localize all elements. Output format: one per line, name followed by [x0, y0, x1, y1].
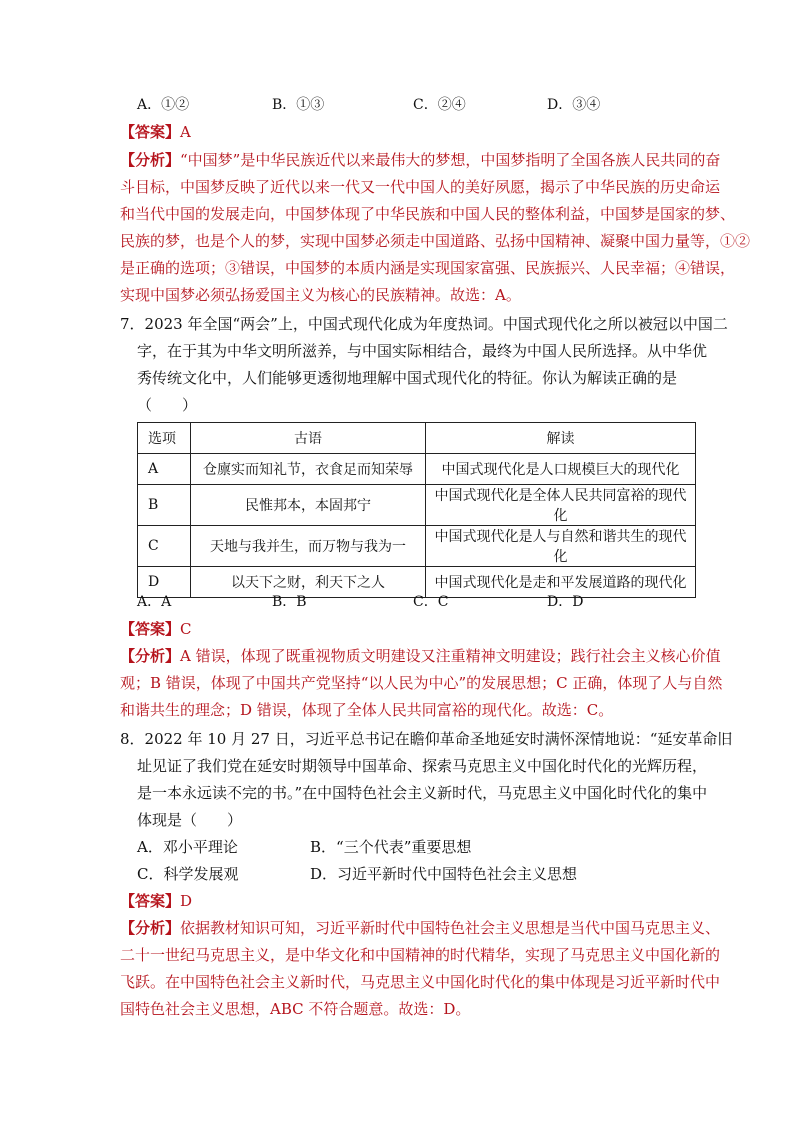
q8-answer-value: D: [180, 892, 193, 910]
q8-answer-label: 【答案】: [120, 892, 181, 910]
q6-analysis-line-6: 实现中国梦必须弘扬爱国主义为核心的民族精神。故选：A。: [120, 286, 521, 304]
q7-header-option: 选项: [138, 423, 191, 454]
q7-stem-line-4: （ ）: [137, 396, 198, 414]
q7-analysis-line-2: 观；B 错误，体现了中国共产党坚持“以人民为中心”的发展思想；C 正确，体现了人与自然: [120, 674, 723, 692]
q8-option-d: D．习近平新时代中国特色社会主义思想: [310, 865, 578, 883]
q8-analysis-line-4: 国特色社会主义思想，ABC 不符合题意。故选：D。: [120, 1000, 471, 1018]
q6-analysis-line-5: 是正确的选项；③错误，中国梦的本质内涵是实现国家富强、民族振兴、人民幸福；④错误，: [120, 259, 736, 277]
q8-stem-line-3: 是一本永远读不完的书。”在中国特色社会主义新时代，马克思主义中国化时代化的集中: [137, 784, 708, 802]
q6-answer: [120, 122, 191, 142]
table-row: B 民惟邦本，本固邦宁 中国式现代化是全体人民共同富裕的现代化: [138, 485, 696, 526]
q7-option-c: C．C: [413, 594, 449, 610]
q7-stem-line-1: 7．2023 年全国“两会”上，中国式现代化成为年度热词。中国式现代化之所以被冠以中国二: [120, 315, 728, 333]
q6-option-b: B．①③: [272, 97, 325, 113]
q6-analysis-line-4: 民族的梦，也是个人的梦，实现中国梦必须走中国道路、弘扬中国精神、凝聚中国力量等，①②: [120, 232, 751, 250]
q7-analysis-label: 【分析】: [120, 647, 181, 665]
q8-analysis-label: 【分析】: [120, 919, 181, 937]
q7-stem-line-2: 字，在于其为中华文明所滋养，与中国实际相结合，最终为中国人民所选择。从中华优: [137, 342, 708, 360]
q8-stem-line-4: 体现是（ ）: [137, 811, 243, 829]
q8-analysis-line-3: 飞跃。在中国特色社会主义新时代，马克思主义中国化时代化的集中体现是习近平新时代中: [120, 973, 721, 991]
q7-option-b: B．B: [272, 594, 307, 610]
q7-answer-label: 【答案】: [120, 620, 181, 638]
q6-analysis-line-2: 斗目标，中国梦反映了近代以来一代又一代中国人的美好夙愿，揭示了中华民族的历史命运: [120, 178, 721, 196]
q8-stem-line-2: 址见证了我们党在延安时期领导中国革命、探索马克思主义中国化时代化的光辉历程，: [137, 757, 708, 775]
q7-option-d: D．D: [547, 594, 584, 610]
table-row: C 天地与我并生，而万物与我为一 中国式现代化是人与自然和谐共生的现代化: [138, 526, 696, 567]
q6-option-d: D．③④: [547, 97, 601, 113]
q6-analysis-line-1: 【分析】“中国梦”是中华民族近代以来最伟大的梦想，中国梦指明了全国各族人民共同的奋: [120, 151, 721, 169]
q7-analysis-line-3: 和谐共生的理念；D 错误，体现了全体人民共同富裕的现代化。故选：C。: [120, 701, 614, 719]
q6-analysis-line-3: 和当代中国的发展走向，中国梦体现了中华民族和中国人民的整体利益，中国梦是国家的梦、: [120, 205, 736, 223]
table-row: D 以天下之财，利天下之人 中国式现代化是走和平发展道路的现代化: [138, 567, 696, 598]
q7-table-header: [138, 423, 696, 454]
q7-option-a: A．A: [137, 594, 172, 610]
q6-option-a: A．①②: [137, 97, 190, 113]
q7-header-saying: 古语: [191, 423, 426, 454]
q8-stem-line-1: 8．2022 年 10 月 27 日，习近平总书记在瞻仰革命圣地延安时满怀深情地说：“延安革命旧: [120, 730, 733, 748]
q7-header-interpretation: 解读: [426, 423, 696, 454]
q7-answer: [120, 619, 192, 639]
q6-answer-value: A: [180, 123, 191, 141]
q8-analysis-line-1: 【分析】依据教材知识可知，习近平新时代中国特色社会主义思想是当代中国马克思主义、: [120, 919, 721, 937]
q8-option-c: C．科学发展观: [137, 865, 239, 883]
q8-option-b: B．“三个代表”重要思想: [310, 838, 472, 856]
q6-analysis-label: 【分析】: [120, 151, 181, 169]
q7-analysis-line-1: 【分析】A 错误，体现了既重视物质文明建设又注重精神文明建设；践行社会主义核心价值: [120, 647, 721, 665]
q6-answer-label: 【答案】: [120, 123, 181, 141]
q7-stem-line-3: 秀传统文化中，人们能够更透彻地理解中国式现代化的特征。你认为解读正确的是: [137, 369, 678, 387]
q8-answer: [120, 891, 192, 911]
q7-answer-value: C: [180, 620, 192, 638]
q7-table: [137, 422, 696, 598]
table-row: A 仓廪实而知礼节，衣食足而知荣辱 中国式现代化是人口规模巨大的现代化: [138, 454, 696, 485]
q8-option-a: A．邓小平理论: [137, 838, 238, 856]
q6-option-c: C．②④: [413, 97, 466, 113]
q8-analysis-line-2: 二十一世纪马克思主义，是中华文化和中国精神的时代精华，实现了马克思主义中国化新的: [120, 946, 721, 964]
